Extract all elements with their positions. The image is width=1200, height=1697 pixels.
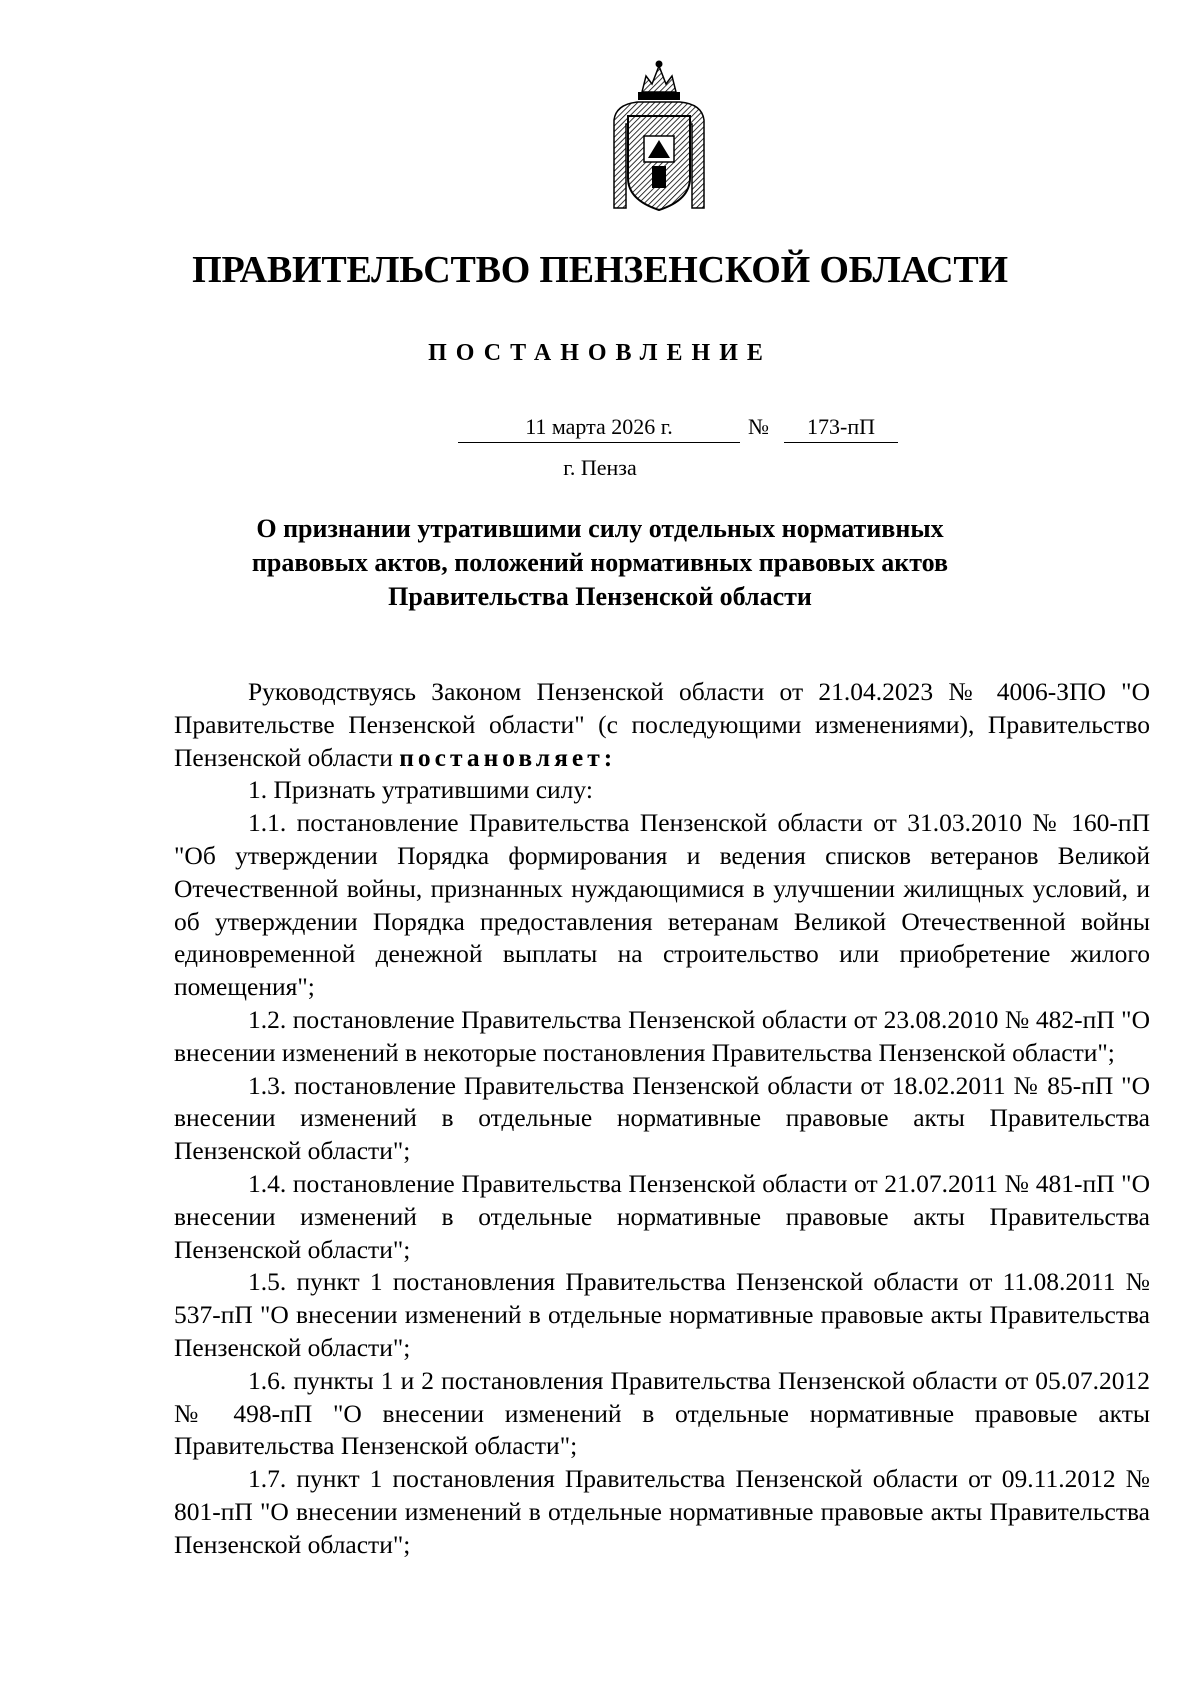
decree-word: постановляет: [399, 742, 617, 772]
subitem-1-7: 1.7. пункт 1 постановления Правительства Пензенской области от 09.11.2012 № 801-пП "О внесении изменений в отдельные нормативные правовые акты Правительства Пензенской области"; [174, 1464, 1150, 1559]
document-type: ПОСТАНОВЛЕНИЕ [428, 340, 772, 366]
document-date: 11 марта 2026 г. [458, 412, 740, 443]
date-number-line [0, 412, 1200, 446]
city: г. Пенза [563, 455, 637, 480]
preamble-text: Руководствуясь Законом Пензенской области от 21.04.2023 № 4006-ЗПО "О Правительстве Пензенской области" (с последующими изменениями), Правительство Пензенской области [174, 677, 1150, 772]
subitem-1-3: 1.3. постановление Правительства Пензенской области от 18.02.2011 № 85-пП "О внесении изменений в отдельные нормативные правовые акты Правительства Пензенской области"; [174, 1070, 1150, 1166]
document-body [174, 676, 1150, 1562]
preamble-paragraph [174, 676, 1150, 774]
subitem-1-1: 1.1. постановление Правительства Пензенской области от 31.03.2010 № 160-пП "Об утверждении Порядка формирования и ведения списков ветеранов Великой Отечественной войны, признанных нуждающимися в улучшении жилищных условий, и об утверждении Порядка предоставления ветеранам Великой Отечественной войны единовременной денежной выплаты на строительство или приобретение жилого помещения"; [174, 808, 1150, 1002]
subitem-1-4: 1.4. постановление Правительства Пензенской области от 21.07.2011 № 481-пП "О внесении изменений в отдельные нормативные правовые акты Правительства Пензенской области"; [174, 1168, 1150, 1264]
subitem-1-5: 1.5. пункт 1 постановления Правительства Пензенской области от 11.08.2011 № 537-пП "О внесении изменений в отдельные нормативные правовые акты Правительства Пензенской области"; [174, 1267, 1150, 1362]
subitem-1-2: 1.2. постановление Правительства Пензенской области от 23.08.2010 № 482-пП "О внесении изменений в некоторые постановления Правительства Пензенской области"; [174, 1004, 1150, 1067]
document-number: 173-пП [784, 412, 898, 443]
subitem-1-6: 1.6. пункты 1 и 2 постановления Правительства Пензенской области от 05.07.2012 № 498-пП "О внесении изменений в отдельные нормативные правовые акты Правительства Пензенской области"; [174, 1365, 1150, 1461]
item-1: 1. Признать утратившими силу: [248, 775, 593, 805]
government-title: ПРАВИТЕЛЬСТВО ПЕНЗЕНСКОЙ ОБЛАСТИ [192, 249, 1008, 291]
number-sign: № [748, 414, 769, 439]
document-subject: О признании утратившими силу отдельных нормативных правовых актов, положений нормативных правовых актов Правительства Пензенской области [251, 514, 949, 611]
coat-of-arms-icon [608, 58, 710, 214]
